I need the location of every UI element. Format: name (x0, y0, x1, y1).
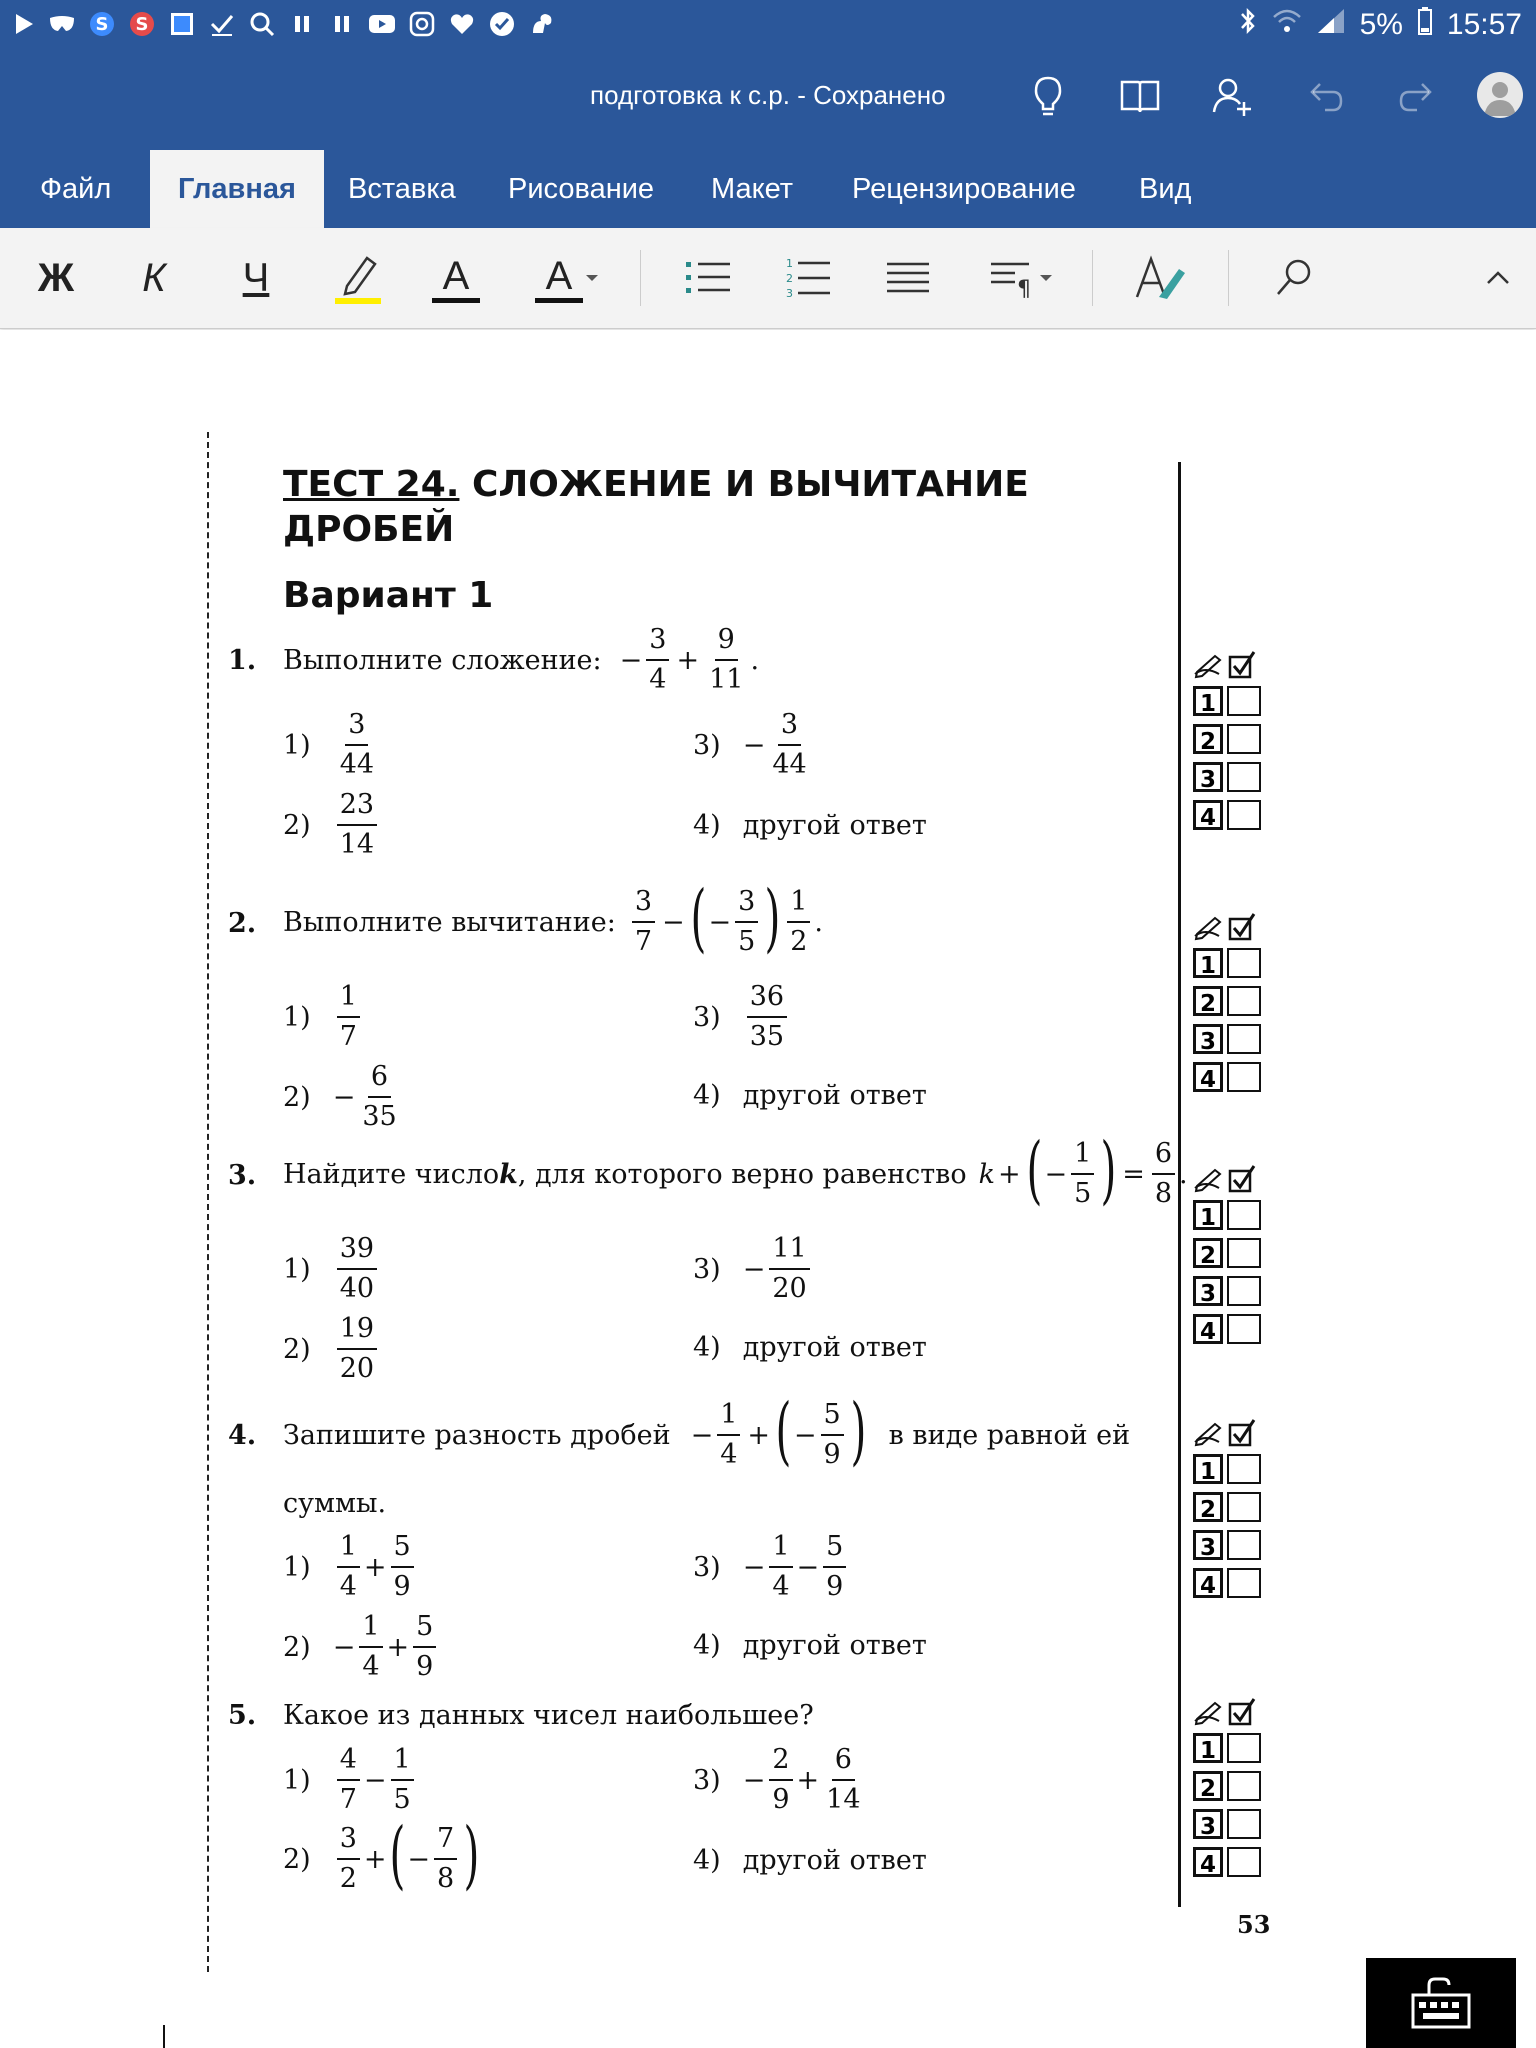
answer-number: 3 (1193, 1024, 1223, 1054)
align-button[interactable] (880, 248, 936, 308)
option-4: 4) другой ответ (693, 1630, 927, 1661)
answer-number: 1 (1193, 1733, 1223, 1763)
title-bar (0, 50, 1536, 150)
answer-row (1193, 1234, 1271, 1272)
variant-heading: Вариант 1 (283, 575, 494, 616)
answer-header (1193, 648, 1271, 682)
option-2: 2) − $\frac{6}{35}$ (283, 1061, 397, 1132)
question-number: 2. (228, 908, 257, 939)
highlighter-icon (333, 250, 383, 306)
battery-percent: 5% (1359, 8, 1403, 41)
check-circle-icon (488, 10, 516, 38)
answer-row (1193, 758, 1271, 796)
answer-number: 4 (1193, 1062, 1223, 1092)
paragraph-icon (989, 256, 1037, 300)
answer-row (1193, 1058, 1271, 1096)
option-2: 2) − $\frac{1}{4}$ + $\frac{5}{9}$ (283, 1610, 440, 1684)
pen-icon (1193, 912, 1225, 942)
answer-box (1193, 1416, 1271, 1602)
svg-text:3: 3 (786, 287, 793, 300)
checkbox-checked-icon (1227, 650, 1257, 680)
chevron-down-icon (583, 272, 601, 284)
question-number: 3. (228, 1160, 257, 1191)
status-bar (0, 0, 1536, 50)
bluetooth-icon (1238, 6, 1258, 44)
answer-header (1193, 1162, 1271, 1196)
answer-box (1193, 648, 1271, 834)
option-3: 3) $\frac{36}{35}$ (693, 980, 791, 1054)
answer-row (1193, 1310, 1271, 1348)
question-text: Выполните сложение: (283, 644, 602, 676)
answer-row (1193, 1526, 1271, 1564)
tab-review[interactable]: Рецензирование (852, 173, 1076, 205)
page-number: 53 (1237, 1910, 1271, 1939)
fraction: $\frac{3}{4}$ (646, 623, 669, 697)
option-2: 2) $\frac{23}{14}$ (283, 788, 381, 862)
align-center-icon (885, 258, 931, 298)
styles-button[interactable] (1130, 248, 1190, 308)
answer-checkbox[interactable] (1227, 686, 1261, 716)
font-color-letter: А (442, 253, 470, 298)
question-number: 1. (228, 645, 257, 676)
answer-number: 2 (1193, 1492, 1223, 1522)
answer-row (1193, 720, 1271, 758)
question-text: Найдите число (283, 1158, 500, 1190)
test-topic-line2: ДРОБЕЙ (283, 509, 455, 550)
underline-button[interactable]: Ч (242, 255, 270, 300)
answer-number: 2 (1193, 1771, 1223, 1801)
test-title (283, 462, 1029, 552)
bold-button[interactable]: Ж (37, 255, 75, 300)
undo-icon[interactable] (1303, 74, 1347, 118)
search-icon (248, 10, 276, 38)
numbered-list-icon (784, 256, 832, 300)
answer-checkbox[interactable] (1227, 762, 1261, 792)
answer-number: 4 (1193, 1314, 1223, 1344)
answer-number: 1 (1193, 1454, 1223, 1484)
answer-row (1193, 1272, 1271, 1310)
question-text: Запишите разность дробей (283, 1419, 671, 1451)
question-1-text: Выполните сложение: − $\frac{3}{4}$ + $\frac{9}{11}$ . (283, 624, 760, 695)
question-4-text-cont: суммы. (283, 1488, 387, 1519)
ribbon-toolbar (0, 228, 1536, 329)
answer-number: 2 (1193, 724, 1223, 754)
answer-checkbox[interactable] (1227, 1568, 1261, 1598)
answer-row (1193, 1450, 1271, 1488)
option-1: 1) $\frac{39}{40}$ (283, 1232, 381, 1306)
battery-icon (1417, 6, 1433, 44)
pen-icon (1193, 650, 1225, 680)
share-person-icon[interactable] (1210, 74, 1254, 118)
youtube-icon (368, 10, 396, 38)
option-2: 2) $\frac{19}{20}$ (283, 1312, 381, 1386)
option-1: 1) $\frac{4}{7}$ − $\frac{1}{5}$ (283, 1743, 418, 1817)
svg-text:2: 2 (786, 272, 793, 285)
chevron-up-icon (1484, 268, 1512, 288)
option-3: 3) − $\frac{11}{20}$ (693, 1232, 814, 1306)
svg-text:¶: ¶ (1017, 277, 1031, 300)
squirrel-icon (528, 10, 556, 38)
answer-checkbox[interactable] (1227, 1454, 1261, 1484)
question-number: 5. (228, 1700, 257, 1731)
text-color-letter: А (545, 253, 573, 298)
tab-draw[interactable]: Рисование (508, 173, 655, 205)
answer-row (1193, 1729, 1271, 1767)
avatar[interactable] (1477, 72, 1523, 118)
answer-row (1193, 1805, 1271, 1843)
tab-home[interactable]: Главная (150, 150, 324, 228)
answer-checkbox[interactable] (1227, 1276, 1261, 1306)
answer-checkbox[interactable] (1227, 1771, 1261, 1801)
option-1: 1) $\frac{1}{4}$ + $\frac{5}{9}$ (283, 1530, 418, 1604)
italic-button[interactable]: К (142, 255, 166, 300)
svg-text:S: S (135, 14, 149, 35)
answer-checkbox[interactable] (1227, 1062, 1261, 1092)
option-3: 3) − $\frac{3}{44}$ (693, 709, 807, 780)
question-3-text: Найдите число k , для которого верно равенство k + ( − $\frac{1}{5}$ ) = $\frac{6}{8}$ . (283, 1127, 1188, 1213)
test-topic: СЛОЖЕНИЕ И ВЫЧИТАНИЕ (459, 464, 1029, 505)
lightbulb-icon[interactable] (1026, 74, 1070, 118)
collapse-ribbon-button[interactable] (1470, 248, 1526, 308)
paragraph-dropdown[interactable] (982, 248, 1062, 308)
answer-checkbox[interactable] (1227, 1314, 1261, 1344)
answer-number: 4 (1193, 800, 1223, 830)
answer-number: 1 (1193, 1200, 1223, 1230)
answer-number: 3 (1193, 1530, 1223, 1560)
answer-checkbox[interactable] (1227, 1492, 1261, 1522)
answer-number: 2 (1193, 986, 1223, 1016)
tab-layout[interactable]: Макет (711, 173, 794, 205)
answer-checkbox[interactable] (1227, 986, 1261, 1016)
chevron-down-icon (1037, 272, 1055, 284)
answer-row (1193, 1564, 1271, 1602)
tab-insert[interactable]: Вставка (348, 173, 456, 205)
option-4: 4) другой ответ (693, 1332, 927, 1363)
search-icon (1272, 256, 1316, 300)
answer-row (1193, 1843, 1271, 1881)
pen-icon (1193, 1164, 1225, 1194)
status-right (1238, 6, 1522, 44)
checkbox-checked-icon (1227, 1697, 1257, 1727)
answer-checkbox[interactable] (1227, 1809, 1261, 1839)
question-2-text: Выполните вычитание: $\frac{3}{7}$ − ( − $\frac{3}{5}$ ) $\frac{1}{2}$ . (283, 875, 824, 961)
clock: 15:57 (1446, 8, 1522, 41)
answer-checkbox[interactable] (1227, 1238, 1261, 1268)
mask-icon (48, 10, 76, 38)
check-icon (208, 10, 236, 38)
keyboard-button[interactable] (1366, 1958, 1516, 2048)
circle-s-red-icon (128, 10, 156, 38)
answer-number: 3 (1193, 762, 1223, 792)
instagram-icon (408, 10, 436, 38)
option-3: 3) − $\frac{1}{4}$ − $\frac{5}{9}$ (693, 1530, 850, 1604)
checkbox-checked-icon (1227, 1418, 1257, 1448)
play-icon (10, 10, 38, 38)
fraction: $\frac{9}{11}$ (709, 624, 744, 695)
answer-row (1193, 796, 1271, 834)
highlight-button[interactable] (330, 248, 386, 308)
bullet-list-icon (684, 258, 732, 298)
redo-icon[interactable] (1395, 74, 1439, 118)
answer-number: 3 (1193, 1809, 1223, 1839)
svg-text:S: S (95, 14, 109, 35)
wifi-icon (1272, 7, 1302, 43)
answer-number: 2 (1193, 1238, 1223, 1268)
svg-text:1: 1 (786, 257, 793, 270)
text-color-dropdown[interactable] (528, 248, 608, 308)
test-number: ТЕСТ 24. (283, 464, 460, 505)
text-cursor (163, 2025, 165, 2048)
option-4: 4) другой ответ (693, 1080, 927, 1111)
answer-checkbox[interactable] (1227, 1024, 1261, 1054)
tab-file[interactable]: Файл (40, 173, 112, 205)
answer-checkbox[interactable] (1227, 948, 1261, 978)
find-button[interactable] (1264, 248, 1324, 308)
answer-box (1193, 1695, 1271, 1881)
pen-icon (1193, 1418, 1225, 1448)
signal-icon (1316, 7, 1346, 43)
answer-number: 4 (1193, 1847, 1223, 1877)
numbering-button[interactable] (780, 248, 836, 308)
answer-checkbox[interactable] (1227, 1530, 1261, 1560)
answer-row (1193, 944, 1271, 982)
answer-row (1193, 1196, 1271, 1234)
styles-icon (1133, 253, 1187, 303)
answer-checkbox[interactable] (1227, 1733, 1261, 1763)
checkbox-checked-icon (1227, 912, 1257, 942)
circle-s-icon (88, 10, 116, 38)
answer-row (1193, 1488, 1271, 1526)
answer-header (1193, 1416, 1271, 1450)
option-1: 1) $\frac{3}{44}$ (283, 709, 375, 780)
document-title[interactable]: подготовка к с.р. - Сохранено (590, 80, 946, 110)
pause-icon (288, 10, 316, 38)
answer-number: 4 (1193, 1568, 1223, 1598)
option-2: 2) $\frac{3}{2}$ + ( − $\frac{7}{8}$ ) (283, 1812, 480, 1898)
pause-icon (328, 10, 356, 38)
option-1: 1) $\frac{1}{7}$ (283, 980, 364, 1054)
answer-number: 1 (1193, 686, 1223, 716)
answer-checkbox[interactable] (1227, 724, 1261, 754)
answer-checkbox[interactable] (1227, 1200, 1261, 1230)
question-text: Выполните вычитание: (283, 906, 616, 938)
keyboard-icon (1409, 1975, 1473, 2031)
question-number: 4. (228, 1420, 257, 1451)
heart-icon (448, 10, 476, 38)
answer-checkbox[interactable] (1227, 1847, 1261, 1877)
bullets-button[interactable] (680, 248, 736, 308)
option-3: 3) − $\frac{2}{9}$ + $\frac{6}{14}$ (693, 1744, 861, 1815)
font-color-button[interactable] (428, 248, 484, 308)
answer-box (1193, 910, 1271, 1096)
tab-view[interactable]: Вид (1139, 173, 1192, 205)
read-mode-icon[interactable] (1118, 74, 1162, 118)
answer-header (1193, 910, 1271, 944)
option-4: 4) другой ответ (693, 1845, 927, 1876)
question-4-text: Запишите разность дробей − $\frac{1}{4}$ + ( − $\frac{5}{9}$ ) в виде равной ей (283, 1388, 1131, 1474)
pen-icon (1193, 1697, 1225, 1727)
question-5-text: Какое из данных чисел наибольшее? (283, 1700, 814, 1731)
answer-row (1193, 682, 1271, 720)
answer-row (1193, 982, 1271, 1020)
checkbox-checked-icon (1227, 1164, 1257, 1194)
ribbon-tabs (0, 150, 1536, 228)
answer-box (1193, 1162, 1271, 1348)
answer-row (1193, 1767, 1271, 1805)
answer-checkbox[interactable] (1227, 800, 1261, 830)
answer-number: 1 (1193, 948, 1223, 978)
answer-header (1193, 1695, 1271, 1729)
option-4: 4) другой ответ (693, 810, 927, 841)
answer-row (1193, 1020, 1271, 1058)
image-icon (168, 10, 196, 38)
answer-number: 3 (1193, 1276, 1223, 1306)
cut-line (207, 432, 209, 1972)
